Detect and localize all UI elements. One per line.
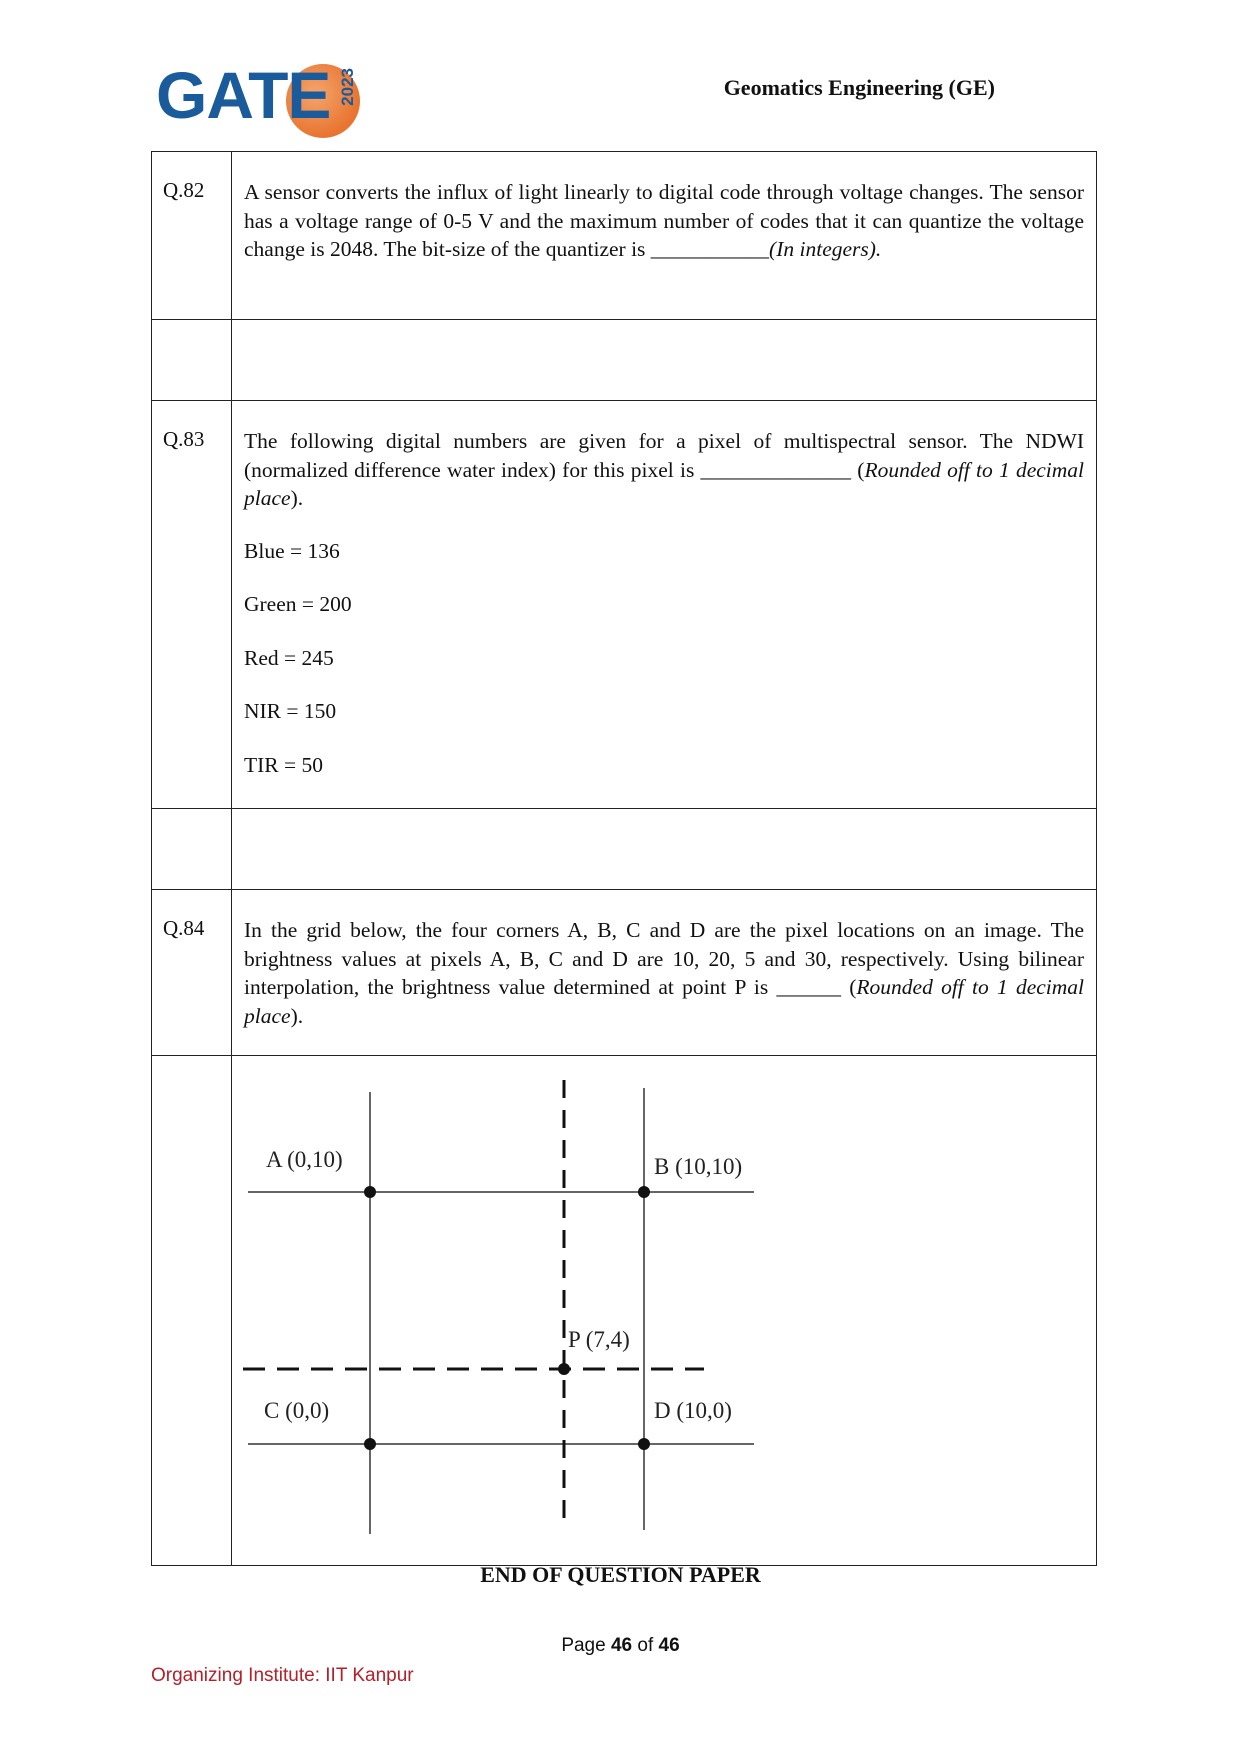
question-text: In the grid below, the four corners A, B, C and D are the pixel locations on an image. The brightness values at pixels A, B, C and D are 10, 20, 5 and 30, respectively. Using bilinear interpolation, the brightness value determined at point P is ______: [244, 918, 1084, 999]
band-value: TIR = 50: [244, 752, 324, 777]
point-d-marker: [638, 1438, 650, 1450]
label-c: C (0,0): [264, 1398, 330, 1423]
question-number: Q.83: [152, 401, 232, 809]
subject-title: Geomatics Engineering (GE): [723, 75, 995, 100]
answer-space-row: [152, 809, 1097, 890]
question-body: [232, 401, 1097, 809]
label-b: B (10,10): [654, 1154, 743, 1179]
answer-note: Rounded off to 1 decimal place: [244, 975, 1085, 1028]
band-value: Green = 200: [244, 592, 352, 616]
label-d: D (10,0): [654, 1398, 732, 1423]
point-c-marker: [364, 1438, 376, 1450]
grid-diagram: [232, 1056, 1096, 1560]
band-value: Blue = 136: [244, 538, 340, 563]
page-number: Page 46 of 46: [561, 1635, 680, 1656]
gate-logo: [156, 60, 356, 140]
interpolation-grid-diagram: [232, 1056, 1097, 1566]
point-p-marker: [558, 1363, 570, 1375]
question-body: [232, 152, 1097, 320]
logo-year: 2023: [338, 68, 357, 106]
organizing-institute: Organizing Institute: IIT Kanpur: [151, 1665, 414, 1686]
question-row-84: [152, 890, 1097, 1056]
band-value: NIR = 150: [244, 699, 337, 723]
point-a-marker: [364, 1186, 376, 1198]
diagram-row: [152, 1056, 1097, 1566]
band-value: Red = 245: [244, 645, 334, 670]
question-text: The following digital numbers are given for a pixel of multispectral sensor. The NDWI (normalized difference water index) for this pixel is ______________ (Rounded off to 1 decimal place).: [244, 429, 1085, 510]
logo-text: GATE: [156, 58, 331, 132]
answer-note: Rounded off to 1 decimal place: [244, 457, 1085, 510]
question-body: In the grid below, the four corners A, B, C and D are the pixel locations on an image. The brightness values at pixels A, B, C and D are 10, 20, 5 and 30, respectively. Using bilinear interpolation, the brightness value determined at point P is ______ (Rounded off to 1 decimal place).: [232, 890, 1097, 1056]
question-text: A sensor converts the influx of light linearly to digital code through voltage changes. The sensor has a voltage range of 0-5 V and the maximum number of codes that it can quantize the voltage change is 2048. The bit-size of the quantizer is ___________: [244, 180, 1084, 261]
end-of-paper: END OF QUESTION PAPER: [480, 1562, 761, 1587]
question-table: [151, 151, 1097, 1566]
question-number: Q.82: [152, 152, 232, 320]
question-number: Q.84: [152, 890, 232, 1056]
label-a: A (0,10): [266, 1147, 343, 1172]
label-p: P (7,4): [568, 1327, 630, 1352]
point-b-marker: [638, 1186, 650, 1198]
answer-space-row: [152, 320, 1097, 401]
question-row-82: [152, 152, 1097, 320]
answer-note: (In integers).: [769, 237, 882, 261]
question-row-83: [152, 401, 1097, 809]
